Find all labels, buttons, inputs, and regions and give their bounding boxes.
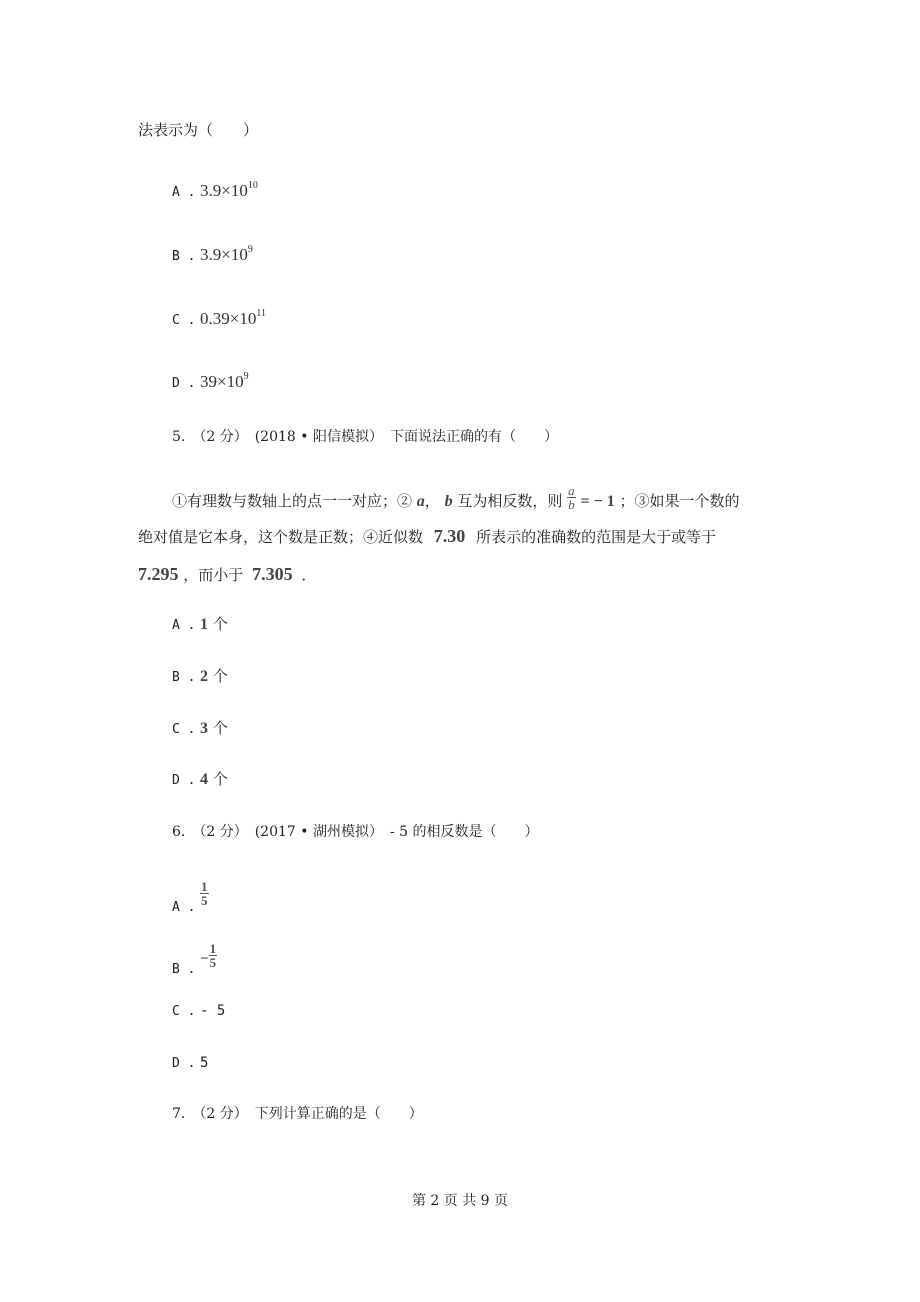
option-letter: B .	[172, 670, 196, 685]
approximate-number: 7.30	[433, 526, 466, 546]
statement-text: ，而小于	[183, 566, 244, 584]
q4-option-d[interactable]	[172, 372, 249, 394]
statement-text: 所表示的准确数的范围是大于或等于	[476, 528, 717, 546]
variable-a: a	[416, 493, 425, 510]
page-footer: 第 2 页 共 9 页	[411, 1193, 509, 1209]
q4-option-a[interactable]	[172, 181, 258, 203]
statement-text: 互为相反数，则	[457, 492, 563, 510]
option-unit: 个	[212, 615, 228, 633]
q6-option-c[interactable]	[172, 1000, 225, 1022]
option-letter: B .	[172, 962, 196, 977]
option-value: 2	[200, 668, 208, 685]
question-7-header: 7. （2 分） 下列计算正确的是（ ）	[172, 1106, 423, 1122]
statement-comma: ，	[424, 492, 440, 510]
statement-text: ；③如果一个数的	[619, 492, 740, 510]
lower-bound-number: 7.295	[138, 564, 179, 584]
option-letter: D .	[172, 773, 196, 788]
question-5-header: 5. （2 分） (2018 • 阳信模拟） 下面说法正确的有（ ）	[172, 429, 558, 445]
option-letter: B .	[172, 249, 196, 264]
option-math: $39\times 10^9$	[200, 371, 249, 391]
upper-bound-number: 7.305	[252, 564, 293, 584]
option-value: 4	[200, 771, 208, 788]
statement-text: 绝对值是它本身，这个数是正数；④近似数	[138, 528, 424, 546]
option-math: $0.39\times 10^{11}$	[200, 308, 266, 328]
q4-option-c[interactable]	[172, 309, 266, 331]
fraction-a-over-b: $\frac{a}{b}$	[568, 483, 575, 512]
option-letter: A .	[172, 185, 196, 200]
option-letter: A .	[172, 618, 196, 633]
q6-option-a[interactable]	[172, 879, 209, 915]
option-math: $3.9\times 10^{10}$	[200, 180, 258, 200]
option-letter: C .	[172, 313, 196, 328]
statement-text: ．	[301, 566, 317, 584]
option-math: $3.9\times 10^9$	[200, 244, 253, 264]
option-letter: D .	[172, 1056, 196, 1071]
fraction-one-fifth: $\frac{1}{5}$	[209, 941, 217, 970]
option-value: 3	[200, 720, 208, 737]
question-5-statement-line-2	[138, 526, 716, 547]
option-letter: D .	[172, 376, 196, 391]
q5-option-c[interactable]	[172, 718, 228, 740]
q5-option-b[interactable]	[172, 666, 228, 688]
option-letter: C .	[172, 722, 196, 737]
q6-option-b[interactable]	[172, 941, 217, 977]
statement-text: ①有理数与数轴上的点一一对应；②	[172, 492, 413, 510]
question-5-statement-line-3	[138, 564, 316, 585]
option-value: - 5	[200, 1003, 226, 1019]
equation-value: = − 1	[580, 493, 615, 510]
q5-option-d[interactable]	[172, 769, 228, 791]
variable-b: b	[444, 493, 453, 510]
question-4-continuation: 法表示为（ ）	[138, 121, 259, 139]
option-unit: 个	[212, 667, 228, 685]
q6-option-d[interactable]	[172, 1052, 208, 1074]
option-letter: C .	[172, 1004, 196, 1019]
option-unit: 个	[212, 719, 228, 737]
q4-option-b[interactable]	[172, 245, 253, 267]
q5-option-a[interactable]	[172, 614, 228, 636]
option-value: 1	[200, 616, 208, 633]
option-letter: A .	[172, 900, 196, 915]
minus-sign: −	[200, 951, 209, 967]
option-value: 5	[200, 1055, 209, 1071]
question-5-statement-line-1	[172, 483, 740, 512]
question-6-header: 6. （2 分） (2017 • 湖州模拟） - 5 的相反数是（ ）	[172, 824, 539, 840]
fraction-one-fifth: $\frac{1}{5}$	[201, 879, 208, 908]
option-unit: 个	[212, 770, 228, 788]
